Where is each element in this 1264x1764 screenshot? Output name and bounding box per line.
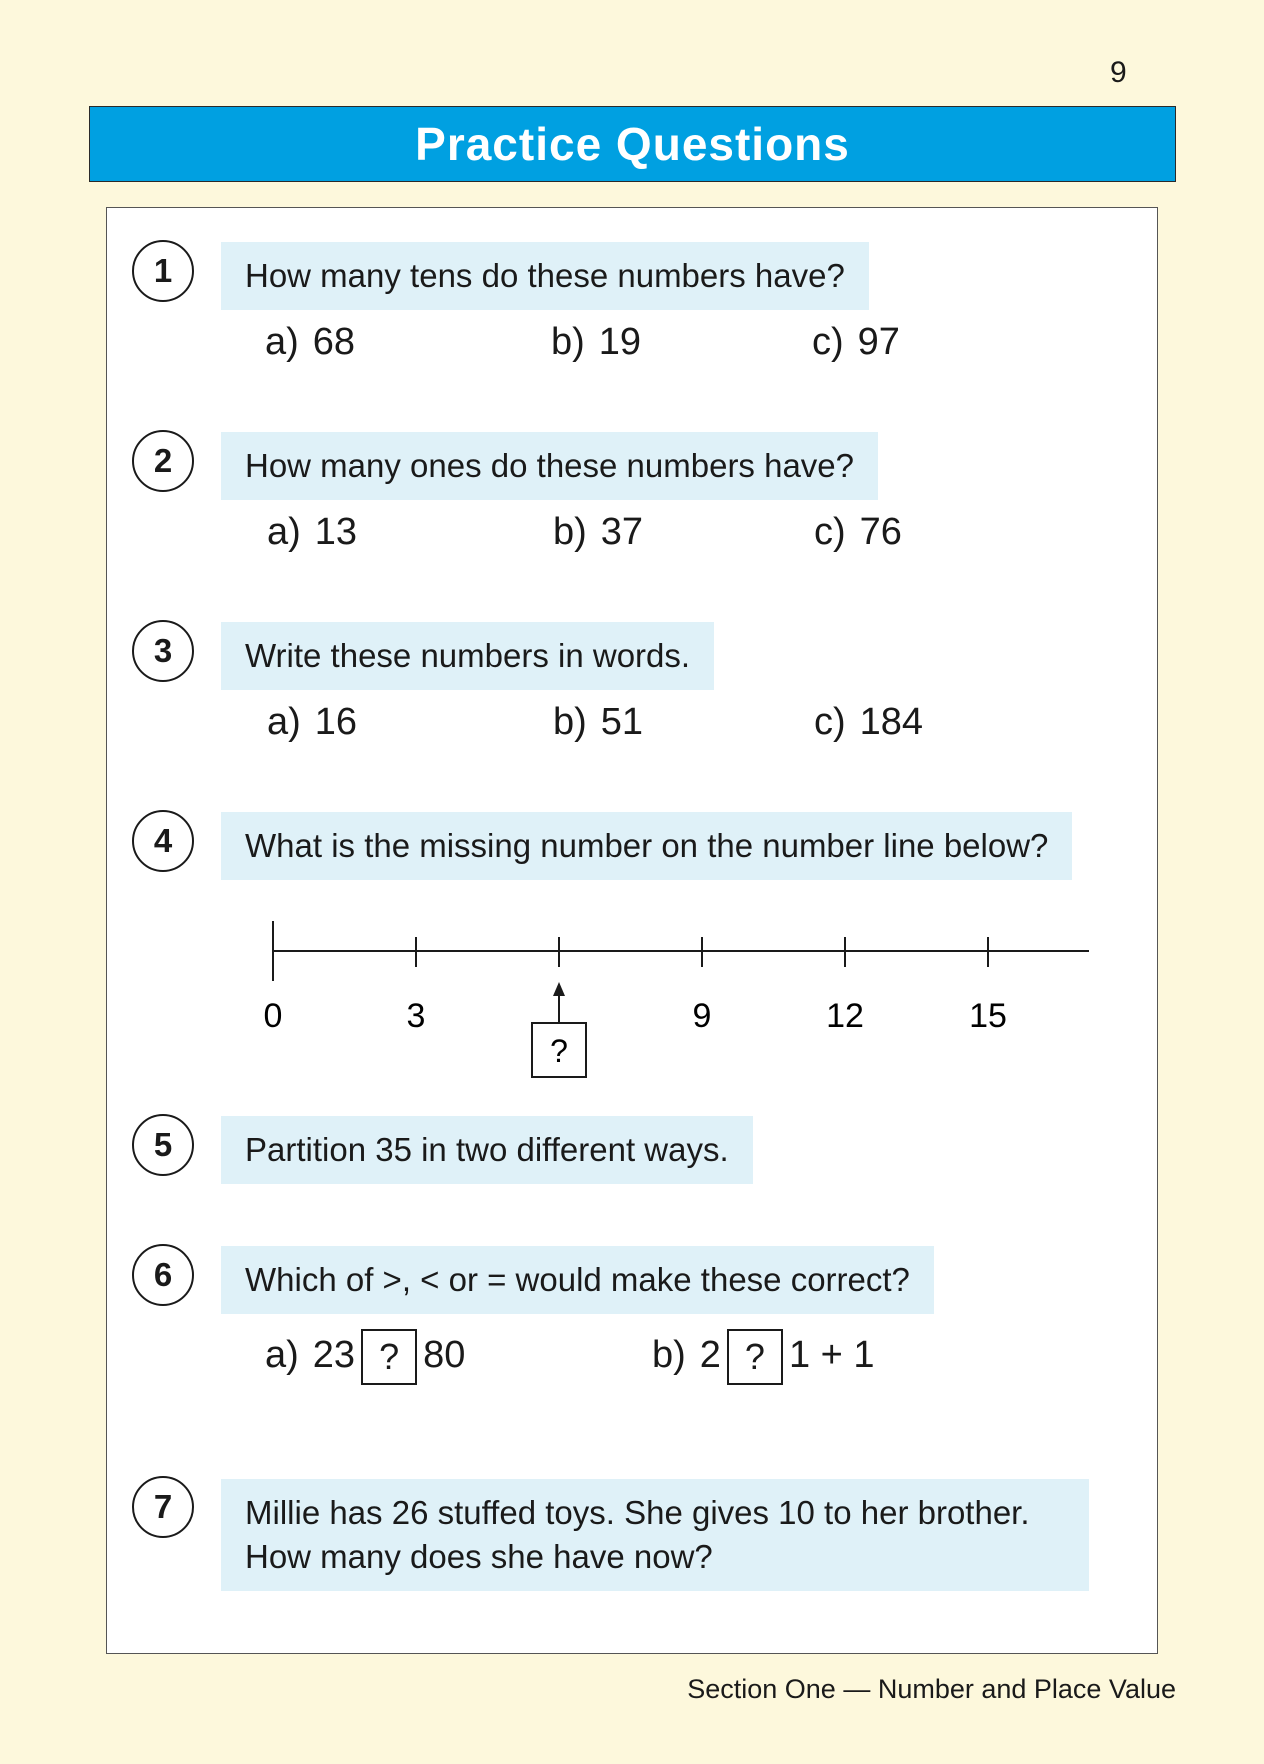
comparison-left: 23 <box>312 1334 356 1376</box>
question-prompt-4: What is the missing number on the number line below? <box>221 812 1072 880</box>
question-number-5: 5 <box>132 1114 194 1176</box>
answer-letter: b) <box>551 321 585 363</box>
section-footer: Section One — Number and Place Value <box>687 1674 1176 1704</box>
answer-letter: b) <box>652 1334 686 1376</box>
number-line-label: 9 <box>692 997 712 1035</box>
question-prompt-1: How many tens do these numbers have? <box>221 242 869 310</box>
answer-letter: c) <box>814 511 846 553</box>
question-prompt-7 <box>221 1479 1089 1591</box>
comparison-right: 80 <box>423 1334 466 1376</box>
answer-value: 51 <box>600 701 644 743</box>
question-number-3: 3 <box>132 620 194 682</box>
answer-letter: a) <box>265 1334 299 1376</box>
answer-value: 19 <box>598 321 642 363</box>
answer-letter: c) <box>814 701 846 743</box>
answer-value: 97 <box>857 321 900 363</box>
answer-letter: c) <box>812 321 844 363</box>
comparison-right: 1 + 1 <box>788 1334 875 1376</box>
question-number-7: 7 <box>132 1476 194 1538</box>
answer-value: 76 <box>859 511 902 553</box>
answer-value: 68 <box>312 321 356 363</box>
questions-panel <box>106 207 1158 1654</box>
question-prompt-3: Write these numbers in words. <box>221 622 714 690</box>
missing-number-label: ? <box>550 1033 568 1069</box>
arrow-head-icon <box>553 982 565 996</box>
answer-value: 184 <box>859 701 924 743</box>
question-number-6: 6 <box>132 1244 194 1306</box>
question-number-2: 2 <box>132 430 194 492</box>
page-title: Practice Questions <box>415 118 850 170</box>
page-number: 9 <box>1110 56 1127 89</box>
question-prompt-5: Partition 35 in two different ways. <box>221 1116 753 1184</box>
number-line <box>107 208 1159 1108</box>
question-prompt-2: How many ones do these numbers have? <box>221 432 878 500</box>
answer-letter: a) <box>265 321 299 363</box>
number-line-label: 12 <box>826 997 864 1035</box>
number-line-label: 0 <box>263 997 283 1035</box>
answer-letter: b) <box>553 701 587 743</box>
question-number-4: 4 <box>132 810 194 872</box>
answer-value: 16 <box>314 701 358 743</box>
comparison-left: 2 <box>699 1334 721 1376</box>
number-line-label: 15 <box>969 997 1007 1035</box>
answer-letter: a) <box>267 511 301 553</box>
title-banner <box>89 106 1176 182</box>
answer-letter: b) <box>553 511 587 553</box>
number-line-label: 3 <box>406 997 426 1035</box>
comparison-6a <box>265 1325 465 1385</box>
question-prompt-6: Which of >, < or = would make these correct? <box>221 1246 934 1314</box>
answer-value: 37 <box>600 511 644 553</box>
question-number-1: 1 <box>132 240 194 302</box>
comparison-box: ? <box>361 1329 417 1385</box>
answer-value: 13 <box>314 511 358 553</box>
prompt-line: Millie has 26 stuffed toys. She gives 10 to her brother. <box>245 1494 1030 1531</box>
prompt-line: How many does she have now? <box>245 1538 713 1575</box>
comparison-box: ? <box>727 1329 783 1385</box>
comparison-6b <box>652 1325 875 1385</box>
answer-letter: a) <box>267 701 301 743</box>
